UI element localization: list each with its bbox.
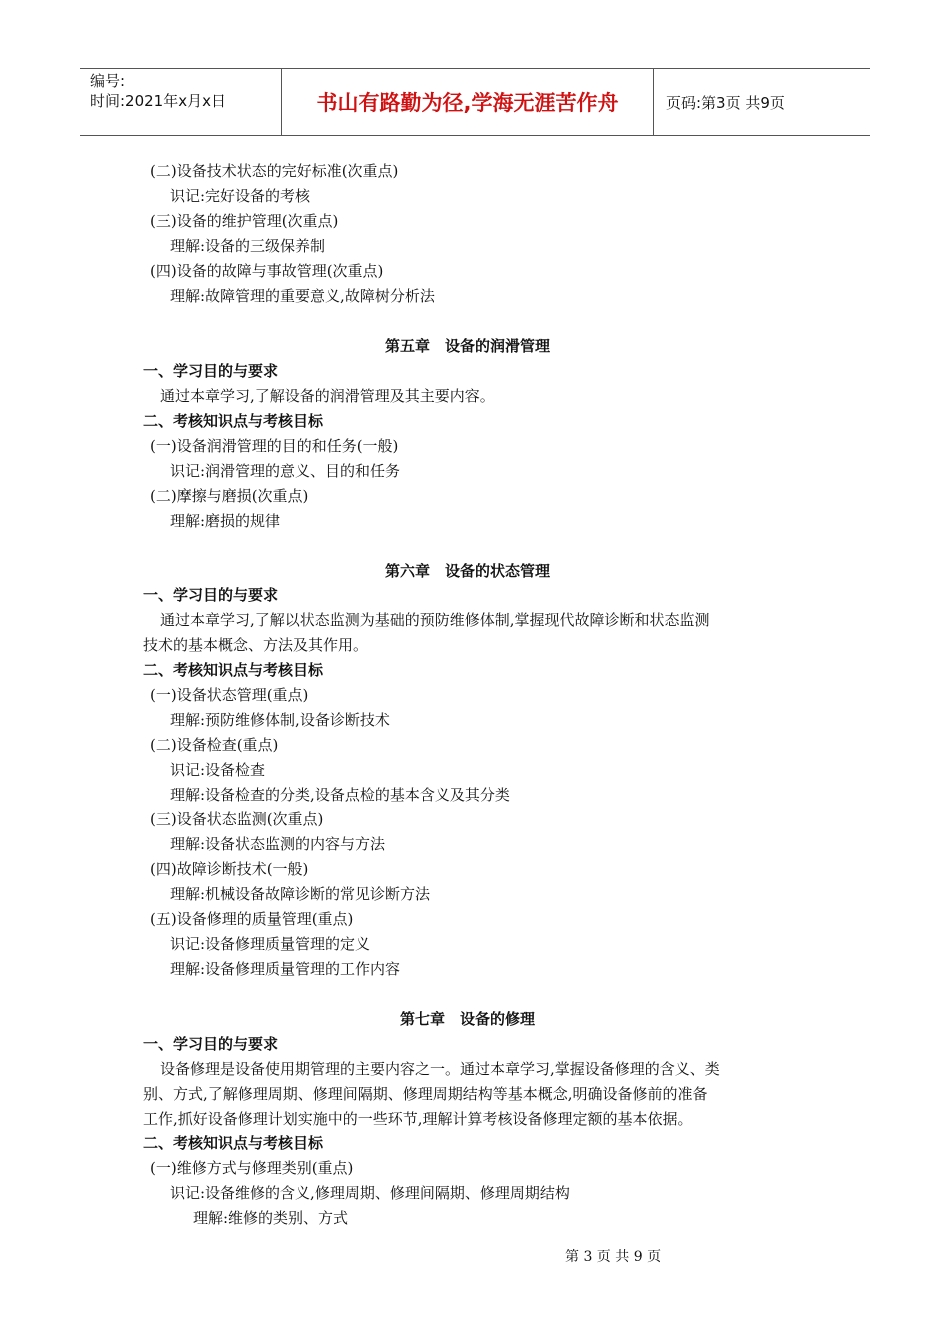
body-line: 识记:设备修理质量管理的定义 [170, 935, 371, 953]
header-motto: 书山有路勤为径,学海无涯苦作舟 [282, 69, 654, 135]
header-meta [80, 69, 282, 135]
page-footer: 第 3 页 共 9 页 [565, 1249, 662, 1265]
body-line: 技术的基本概念、方法及其作用。 [143, 636, 369, 654]
body-line: 设备修理是设备使用期管理的主要内容之一。通过本章学习,掌握设备修理的含义、类 [160, 1060, 720, 1078]
subsection-heading: 一、学习目的与要求 [143, 362, 279, 380]
body-line: 通过本章学习,了解设备的润滑管理及其主要内容。 [160, 387, 495, 405]
body-line: 识记:设备检查 [170, 761, 266, 779]
chapter-title: 第七章 设备的修理 [400, 1010, 536, 1028]
section-heading: (一)设备润滑管理的目的和任务(一般) [150, 437, 399, 455]
section-heading: (一)设备状态管理(重点) [150, 686, 309, 704]
section-heading: (四)故障诊断技术(一般) [150, 860, 309, 878]
body-line: 理解:设备修理质量管理的工作内容 [170, 960, 401, 978]
header-page-info: 页码:第3页 共9页 [666, 93, 785, 112]
body-line: 理解:设备的三级保养制 [170, 237, 326, 255]
subsection-heading: 二、考核知识点与考核目标 [143, 412, 324, 430]
section-heading: (五)设备修理的质量管理(重点) [150, 910, 354, 928]
body-line: 理解:设备状态监测的内容与方法 [170, 835, 386, 853]
body-line: 理解:预防维修体制,设备诊断技术 [170, 711, 390, 729]
page-header [80, 68, 870, 136]
subsection-heading: 二、考核知识点与考核目标 [143, 661, 324, 679]
body-line: 别、方式,了解修理周期、修理间隔期、修理周期结构等基本概念,明确设备修前的准备 [143, 1085, 708, 1103]
chapter-title: 第六章 设备的状态管理 [385, 562, 551, 580]
section-heading: (二)摩擦与磨损(次重点) [150, 487, 309, 505]
time-label: 时间:2021年x月x日 [90, 92, 226, 110]
body-line: 理解:设备检查的分类,设备点检的基本含义及其分类 [170, 786, 510, 804]
body-line: 工作,抓好设备修理计划实施中的一些环节,理解计算考核设备修理定额的基本依据。 [143, 1110, 693, 1128]
subsection-heading: 二、考核知识点与考核目标 [143, 1134, 324, 1152]
section-heading: (四)设备的故障与事故管理(次重点) [150, 262, 384, 280]
body-line: 理解:机械设备故障诊断的常见诊断方法 [170, 885, 431, 903]
section-heading: (三)设备的维护管理(次重点) [150, 212, 339, 230]
code-label: 编号: [90, 72, 126, 90]
section-heading: (二)设备检查(重点) [150, 736, 279, 754]
chapter-title: 第五章 设备的润滑管理 [385, 337, 551, 355]
subsection-heading: 一、学习目的与要求 [143, 586, 279, 604]
body-line: 理解:磨损的规律 [170, 512, 281, 530]
body-line: 识记:完好设备的考核 [170, 187, 311, 205]
body-line: 识记:设备维修的含义,修理周期、修理间隔期、修理周期结构 [170, 1184, 570, 1202]
subsection-heading: 一、学习目的与要求 [143, 1035, 279, 1053]
body-line: 理解:维修的类别、方式 [193, 1209, 349, 1227]
section-heading: (三)设备状态监测(次重点) [150, 810, 324, 828]
section-heading: (一)维修方式与修理类别(重点) [150, 1159, 354, 1177]
body-line: 理解:故障管理的重要意义,故障树分析法 [170, 287, 435, 305]
body-line: 通过本章学习,了解以状态监测为基础的预防维修体制,掌握现代故障诊断和状态监测 [160, 611, 710, 629]
section-heading: (二)设备技术状态的完好标准(次重点) [150, 162, 399, 180]
body-line: 识记:润滑管理的意义、目的和任务 [170, 462, 401, 480]
